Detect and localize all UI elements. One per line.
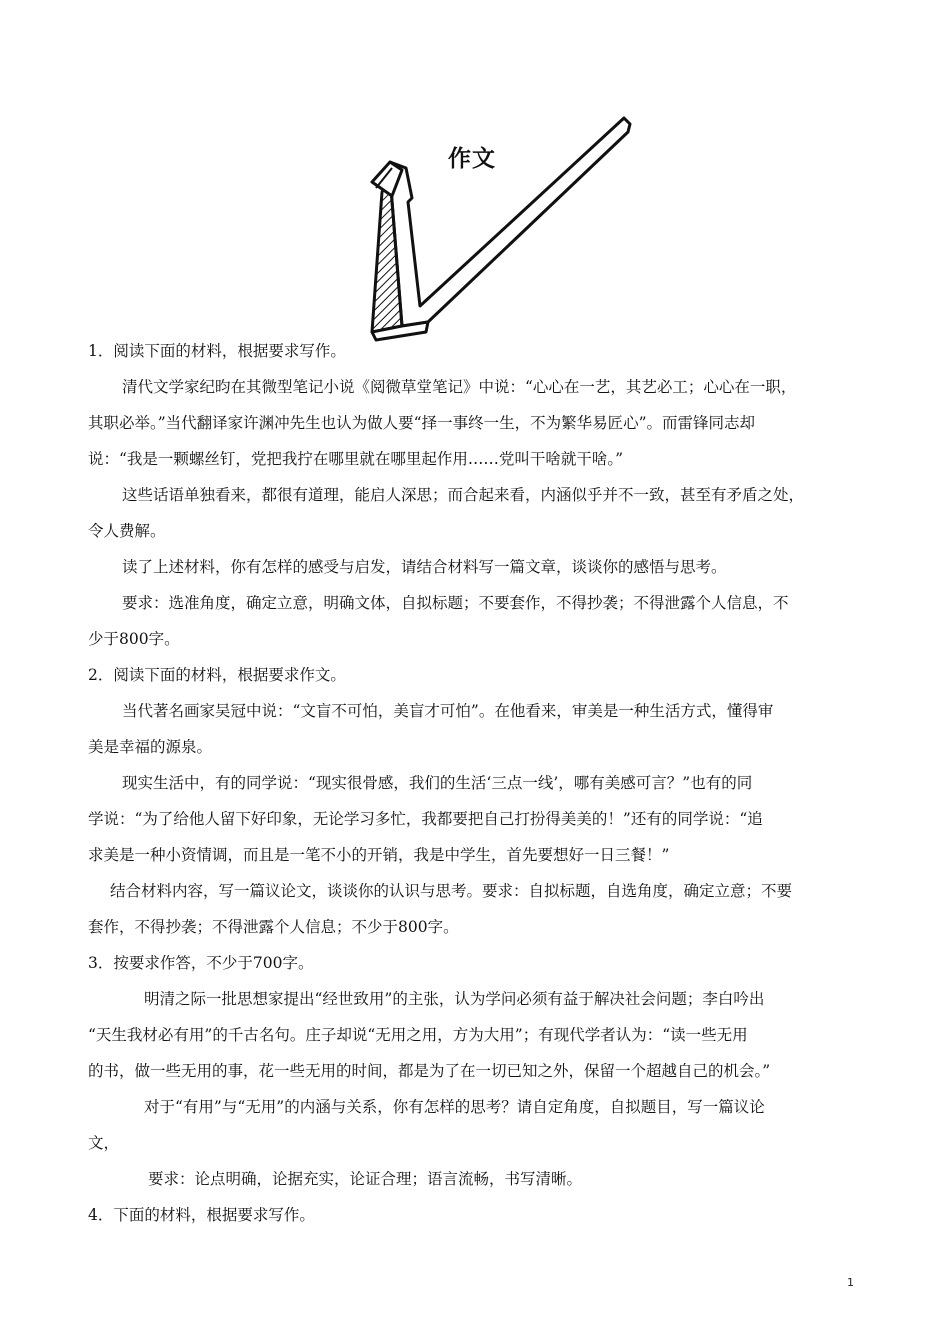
document-body (88, 333, 856, 1233)
paragraph-line: 当代著名画家吴冠中说：“文盲不可怕，美盲才可怕”。在他看来，审美是一种生活方式，懂得审 (122, 702, 774, 720)
page-title: 作文 (448, 146, 496, 172)
paragraph-line: 说：“我是一颗螺丝钉，党把我拧在哪里就在哪里起作用……党叫干啥就干啥。” (88, 450, 624, 468)
paragraph-line: 读了上述材料，你有怎样的感受与启发，请结合材料写一篇文章，谈谈你的感悟与思考。 (122, 558, 727, 576)
checkmark-illustration (362, 110, 634, 342)
question-1-title: 1．阅读下面的材料，根据要求写作。 (88, 342, 346, 360)
paragraph-line: 清代文学家纪昀在其微型笔记小说《阅微草堂笔记》中说：“心心在一艺，其艺必工；心心在一职， (122, 378, 797, 396)
paragraph-line: “天生我材必有用”的千古名句。庄子却说“无用之用，方为大用”；有现代学者认为：“读一些无用 (88, 1026, 748, 1044)
question-4-title: 4．下面的材料，根据要求写作。 (88, 1206, 315, 1224)
paragraph-line: 令人费解。 (88, 522, 166, 540)
page-number: 1 (847, 1276, 854, 1289)
paragraph-line: 套作，不得抄袭；不得泄露个人信息；不少于800字。 (88, 918, 459, 936)
question-3-title: 3．按要求作答，不少于700字。 (88, 954, 314, 972)
paragraph-line: 结合材料内容，写一篇议论文，谈谈你的认识与思考。要求：自拟标题，自选角度，确定立意；不要 (110, 882, 793, 900)
paragraph-line: 少于800字。 (88, 630, 180, 648)
paragraph-line: 现实生活中，有的同学说：“现实很骨感，我们的生活‘三点一线’，哪有美感可言？”也有的同 (122, 774, 753, 792)
paragraph-line: 学说：“为了给他人留下好印象，无论学习多忙，我都要把自己打扮得美美的！”还有的同学说：“追 (88, 810, 763, 828)
paragraph-line: 的书，做一些无用的事，花一些无用的时间，都是为了在一切已知之外，保留一个超越自己的机会。” (88, 1062, 771, 1080)
paragraph-line: 明清之际一批思想家提出“经世致用”的主张，认为学问必须有益于解决社会问题；李白吟出 (144, 990, 765, 1008)
paragraph-line: 这些话语单独看来，都很有道理，能启人深思；而合起来看，内涵似乎并不一致，甚至有矛盾之处， (122, 486, 805, 504)
paragraph-line: 美是幸福的源泉。 (88, 738, 213, 756)
paragraph-line: 对于“有用”与“无用”的内涵与关系，你有怎样的思考？请自定角度，自拟题目，写一篇议论 (144, 1098, 765, 1116)
paragraph-line: 文， (88, 1134, 120, 1152)
paragraph-line: 要求：论点明确，论据充实，论证合理；语言流畅，书写清晰。 (148, 1170, 583, 1188)
paragraph-line: 要求：选准角度，确定立意，明确文体，自拟标题；不要套作，不得抄袭；不得泄露个人信息，不 (122, 594, 789, 612)
paragraph-line: 其职必举。”当代翻译家许渊冲先生也认为做人要“择一事终一生，不为繁华易匠心”。而雷锋同志却 (88, 414, 756, 432)
paragraph-line: 求美是一种小资情调，而且是一笔不小的开销，我是中学生，首先要想好一日三餐！” (88, 846, 670, 864)
question-2-title: 2．阅读下面的材料，根据要求作文。 (88, 666, 346, 684)
